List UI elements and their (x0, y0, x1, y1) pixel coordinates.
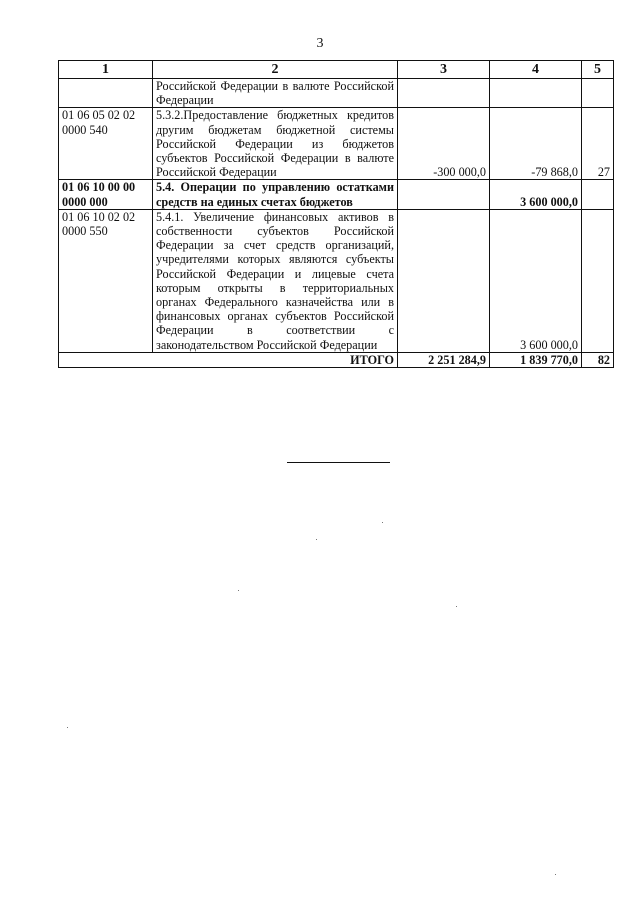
column-header: 5 (582, 61, 614, 79)
total-col4: 1 839 770,0 (490, 352, 582, 367)
row-col3: -300 000,0 (398, 108, 490, 180)
row-col4: 3 600 000,0 (490, 180, 582, 209)
table-header-row (59, 61, 614, 79)
column-header: 3 (398, 61, 490, 79)
sources-financing-table (58, 60, 614, 368)
column-header: 2 (153, 61, 398, 79)
total-empty-cell (59, 352, 153, 367)
row-col3 (398, 180, 490, 209)
table-row (59, 180, 614, 209)
row-col3 (398, 79, 490, 108)
row-description: 5.4.1. Увеличение финансовых активов в собственности субъектов Российской Федерации за счет средств организаций, учредителями которых являются субъекты Российской Федерации и лицевые счета которым открыты в территориальных органах Федерального казначейства или в финансовых органах субъектов Российской Федерации в соответствии с законодательством Российской Федерации (153, 209, 398, 352)
row-description: 5.3.2.Предоставление бюджетных кредитов другим бюджетам бюджетной системы Российской Федерации из бюджетов субъектов Российской Федерации в валюте Российской Федерации (153, 108, 398, 180)
row-description: 5.4. Операции по управлению остатками средств на единых счетах бюджетов (153, 180, 398, 209)
row-col5 (582, 79, 614, 108)
row-description: Российской Федерации в валюте Российской Федерации (153, 79, 398, 108)
page-number: 3 (316, 36, 324, 51)
row-code: 01 06 10 00 00 0000 000 (59, 180, 153, 209)
total-col5: 82 (582, 352, 614, 367)
row-code (59, 79, 153, 108)
end-of-document-rule (287, 462, 390, 463)
total-row (59, 352, 614, 367)
row-col3 (398, 209, 490, 352)
table-row (59, 209, 614, 352)
row-col4: -79 868,0 (490, 108, 582, 180)
total-label: ИТОГО (153, 352, 398, 367)
row-code: 01 06 10 02 02 0000 550 (59, 209, 153, 352)
table-row (59, 108, 614, 180)
row-col4 (490, 79, 582, 108)
scan-speck (382, 522, 383, 523)
row-code: 01 06 05 02 02 0000 540 (59, 108, 153, 180)
table-row (59, 79, 614, 108)
scan-speck (456, 606, 457, 607)
row-col5 (582, 209, 614, 352)
row-col5: 27 (582, 108, 614, 180)
scan-speck (67, 727, 68, 728)
scan-speck (555, 874, 556, 875)
row-col5 (582, 180, 614, 209)
scan-speck (238, 590, 239, 591)
scan-speck (316, 539, 317, 540)
column-header: 4 (490, 61, 582, 79)
total-col3: 2 251 284,9 (398, 352, 490, 367)
column-header: 1 (59, 61, 153, 79)
row-col4: 3 600 000,0 (490, 209, 582, 352)
